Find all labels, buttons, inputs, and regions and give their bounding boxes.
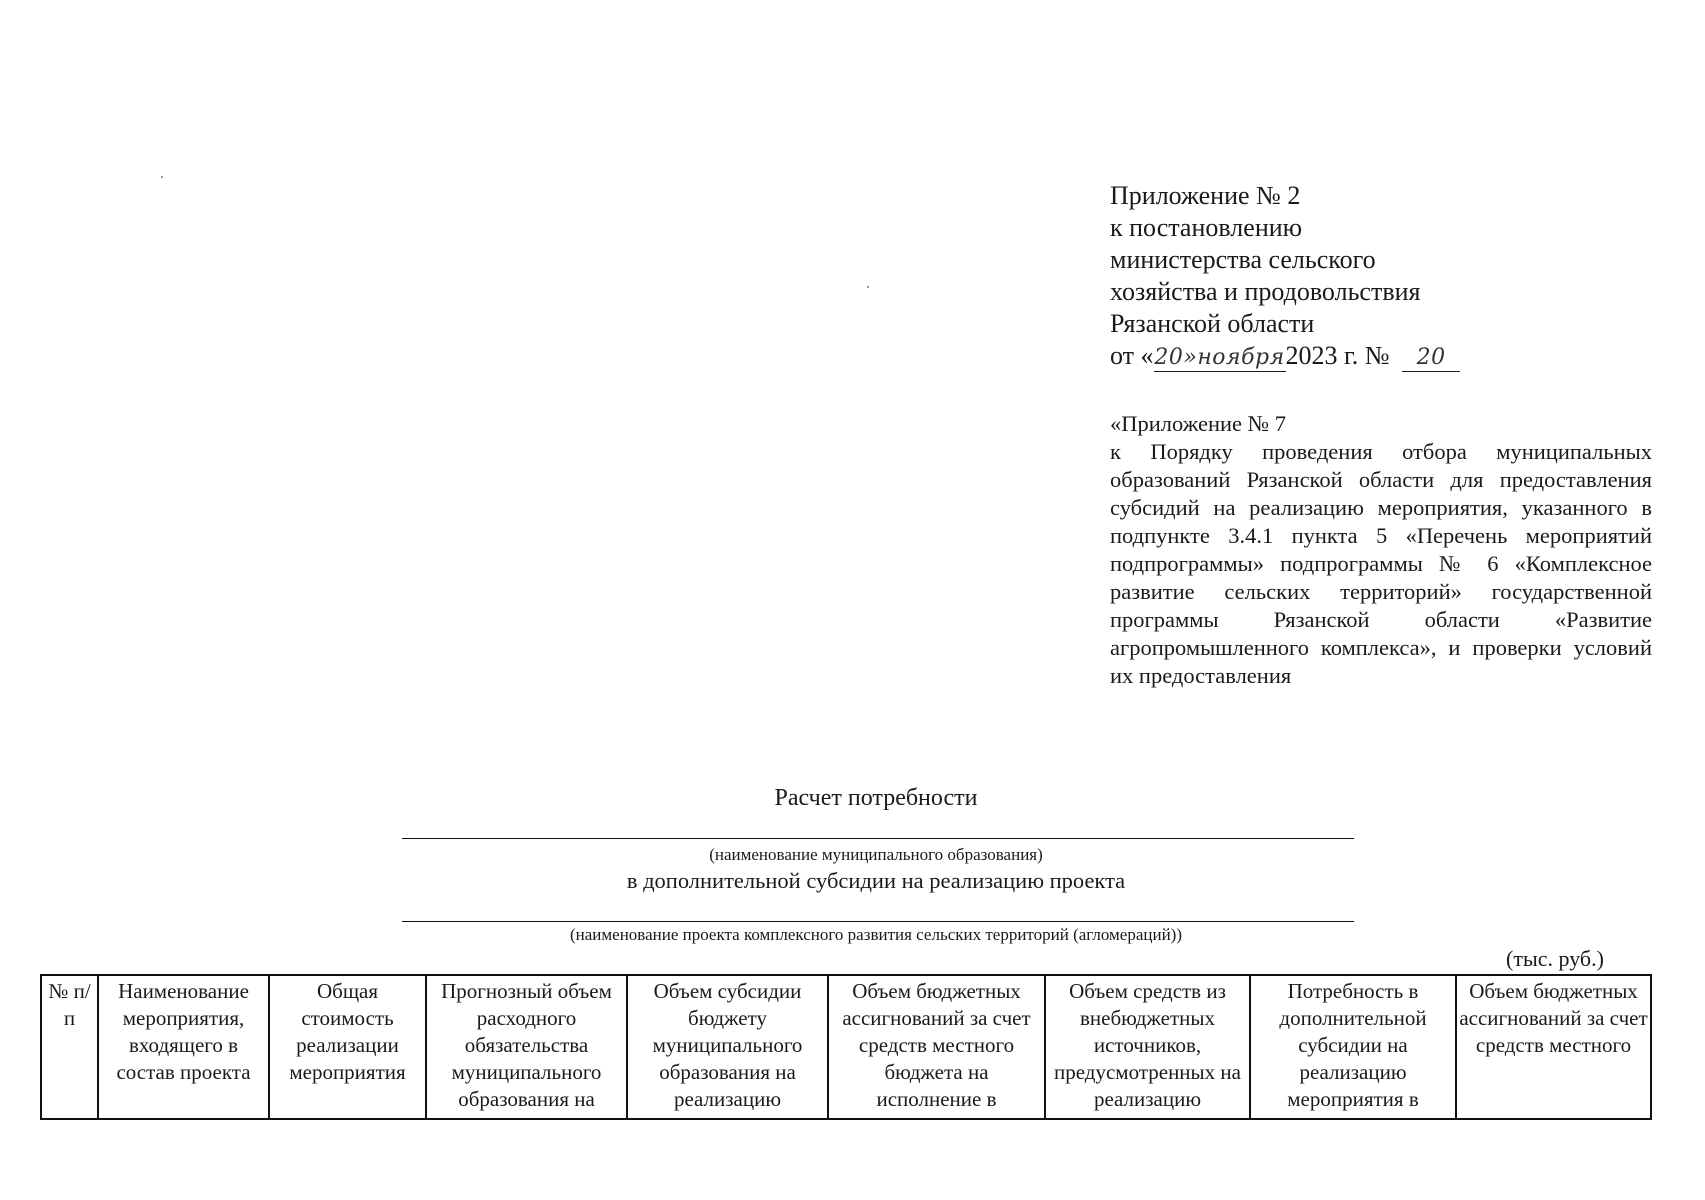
appendix-line: министерства сельского	[1110, 245, 1376, 274]
header-cell-extrabudgetary: Объем средств из внебюджетных источников, предусмотренных на реализацию	[1045, 975, 1250, 1119]
appendix-line: хозяйства и продовольствия	[1110, 277, 1421, 306]
municipality-name-line	[402, 838, 1354, 839]
header-cell-local-allocations: Объем бюджетных ассигнований за счет средств местного	[1456, 975, 1651, 1119]
scan-speck	[867, 286, 869, 288]
header-cell-local-budget: Объем бюджетных ассигнований за счет средств местного бюджета на исполнение в	[828, 975, 1045, 1119]
header-cell-event-name: Наименование мероприятия, входящего в состав проекта	[98, 975, 269, 1119]
appendix-line: к постановлению	[1110, 213, 1303, 242]
project-name-line	[402, 921, 1354, 922]
header-cell-additional-need: Потребность в дополнительной субсидии на реализацию мероприятия в	[1250, 975, 1456, 1119]
order-text: к Порядку проведения отбора муниципальных образований Рязанской области для предоставления субсидий на реализацию мероприятия, указанного в подпункте 3.4.1 пункта 5 «Перечень мероприятий подпрограммы» подпрограммы № 6 «Комплексное развитие сельских территорий» государственной программы Рязанской области «Развитие агропромышленного комплекса», и проверки условий их предоставления	[1110, 439, 1652, 688]
appendix-title: Приложение № 2	[1110, 181, 1301, 210]
table-header-row	[41, 975, 1651, 1119]
handwritten-date: 20»ноября	[1154, 345, 1285, 370]
header-cell-number: № п/п	[41, 975, 98, 1119]
order-reference	[1110, 410, 1652, 690]
date-year: 2023 г. №	[1285, 341, 1397, 370]
header-cell-forecast-obligation: Прогнозный объем расходного обязательства муниципального образования на	[426, 975, 627, 1119]
handwritten-number: 20	[1402, 345, 1460, 372]
subsidy-line: в дополнительной субсидии на реализацию проекта	[626, 868, 1126, 893]
caption-project: (наименование проекта комплексного развития сельских территорий (агломераций))	[569, 925, 1183, 944]
calc-title: Расчет потребности	[774, 785, 978, 811]
caption-municipality: (наименование муниципального образования)	[709, 845, 1043, 864]
appendix-date-line	[1110, 340, 1655, 372]
appendix-header	[1110, 180, 1655, 372]
units-label: (тыс. руб.)	[1506, 946, 1604, 971]
need-table	[40, 974, 1652, 1120]
date-prefix: от «	[1110, 341, 1154, 370]
appendix-line: Рязанской области	[1110, 309, 1315, 338]
scan-speck	[161, 176, 163, 178]
order-title: «Приложение № 7	[1110, 411, 1286, 436]
header-cell-subsidy-volume: Объем субсидии бюджету муниципального образования на реализацию	[627, 975, 828, 1119]
header-cell-total-cost: Общая стоимость реализации мероприятия	[269, 975, 426, 1119]
